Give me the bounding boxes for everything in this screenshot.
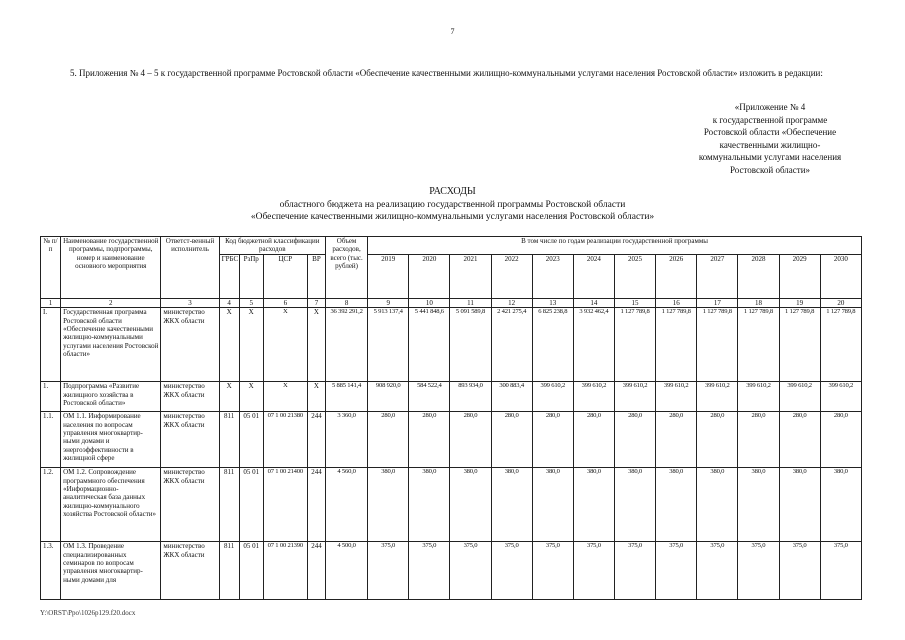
header-budget-codes: Код бюджетной классификации расходов <box>219 237 325 255</box>
header-year: 2023 <box>532 254 573 298</box>
row-year-value: 375,0 <box>697 542 738 600</box>
table-row <box>41 382 862 412</box>
title-line: «Обеспечение качественными жилищно-коммунальными услугами населения Ростовской области» <box>250 212 655 222</box>
row-year-value: 3 932 462,4 <box>573 308 614 382</box>
row-vr: 244 <box>307 468 325 542</box>
row-year-value: 280,0 <box>656 412 697 468</box>
annex-line: «Приложение № 4 <box>734 102 806 112</box>
row-year-value: 5 091 589,8 <box>450 308 491 382</box>
row-year-value: 380,0 <box>738 468 779 542</box>
annex-line: Ростовской области «Обеспечение <box>703 127 837 137</box>
row-year-value: 380,0 <box>491 468 532 542</box>
header-name: Наименование государственной программы, подпрограммы, номер и наименование основного мероприятия <box>61 237 161 299</box>
row-rzpr: 05 01 <box>239 542 263 600</box>
annex-line: коммунальными услугами населения <box>698 152 842 162</box>
row-year-value: 399 610,2 <box>532 382 573 412</box>
row-num: I. <box>41 308 61 382</box>
column-number: 9 <box>368 298 409 307</box>
header-year: 2025 <box>614 254 655 298</box>
row-grbs: X <box>219 308 239 382</box>
row-year-value: 1 127 789,8 <box>820 308 861 382</box>
column-number: 12 <box>491 298 532 307</box>
row-vr: 244 <box>307 412 325 468</box>
intro-paragraph: 5. Приложения № 4 – 5 к государственной программе Ростовской области «Обеспечение качественными жилищно-коммунальными услугами населения Ростовской области» изложить в редакции: <box>70 68 823 78</box>
row-year-value: 280,0 <box>573 412 614 468</box>
row-year-value: 380,0 <box>409 468 450 542</box>
row-year-value: 399 610,2 <box>738 382 779 412</box>
row-csr: 07 1 00 21390 <box>263 542 307 600</box>
row-year-value: 2 421 275,4 <box>491 308 532 382</box>
header-total: Объем расходов, всего (тыс. рублей) <box>326 237 368 299</box>
row-csr: 07 1 00 21380 <box>263 412 307 468</box>
row-year-value: 280,0 <box>532 412 573 468</box>
header-vr: ВР <box>307 254 325 298</box>
header-year: 2024 <box>573 254 614 298</box>
row-vr: 244 <box>307 542 325 600</box>
budget-table <box>40 236 862 600</box>
row-year-value: 375,0 <box>532 542 573 600</box>
row-num: 1. <box>41 382 61 412</box>
row-year-value: 399 610,2 <box>656 382 697 412</box>
row-year-value: 399 610,2 <box>779 382 820 412</box>
row-year-value: 5 913 137,4 <box>368 308 409 382</box>
column-number-row <box>41 298 862 307</box>
row-year-value: 893 934,0 <box>450 382 491 412</box>
column-number: 6 <box>263 298 307 307</box>
column-number: 1 <box>41 298 61 307</box>
row-vr: X <box>307 308 325 382</box>
row-total: 5 885 141,4 <box>326 382 368 412</box>
header-year: 2026 <box>656 254 697 298</box>
row-executor: министерство ЖКХ области <box>161 542 219 600</box>
table-row <box>41 412 862 468</box>
row-year-value: 380,0 <box>368 468 409 542</box>
row-rzpr: 05 01 <box>239 468 263 542</box>
column-number: 14 <box>573 298 614 307</box>
row-csr: X <box>263 382 307 412</box>
row-total: 36 392 291,2 <box>326 308 368 382</box>
row-executor: министерство ЖКХ области <box>161 468 219 542</box>
row-num: 1.1. <box>41 412 61 468</box>
row-year-value: 380,0 <box>532 468 573 542</box>
header-year: 2028 <box>738 254 779 298</box>
row-year-value: 1 127 789,8 <box>779 308 820 382</box>
header-csr: ЦСР <box>263 254 307 298</box>
row-name: ОМ 1.3. Проведение специализированных семинаров по вопросам управления многоквартир-ными домами для <box>61 542 161 600</box>
row-year-value: 375,0 <box>573 542 614 600</box>
row-name: Государственная программа Ростовской области «Обеспечение качественными жилищно-коммунальными услугами населения Ростовской области» <box>61 308 161 382</box>
row-year-value: 280,0 <box>409 412 450 468</box>
row-num: 1.2. <box>41 468 61 542</box>
row-year-value: 375,0 <box>820 542 861 600</box>
row-rzpr: X <box>239 308 263 382</box>
column-number: 17 <box>697 298 738 307</box>
row-year-value: 1 127 789,8 <box>738 308 779 382</box>
row-year-value: 280,0 <box>614 412 655 468</box>
row-name: ОМ 1.2. Сопровождение программного обеспечения «Информационно-аналитическая база данных жилищно-коммунального хозяйства Ростовской области» <box>61 468 161 542</box>
header-num: № п/п <box>41 237 61 299</box>
row-year-value: 380,0 <box>656 468 697 542</box>
row-vr: X <box>307 382 325 412</box>
row-grbs: 811 <box>219 412 239 468</box>
row-year-value: 908 920,0 <box>368 382 409 412</box>
row-year-value: 380,0 <box>450 468 491 542</box>
row-year-value: 380,0 <box>573 468 614 542</box>
row-year-value: 280,0 <box>779 412 820 468</box>
row-csr: X <box>263 308 307 382</box>
file-path-footer: Y:\ORST\Ppo\1026p129.f20.docx <box>40 609 136 617</box>
header-year: 2019 <box>368 254 409 298</box>
row-year-value: 380,0 <box>697 468 738 542</box>
header-year: 2020 <box>409 254 450 298</box>
row-year-value: 399 610,2 <box>573 382 614 412</box>
row-year-value: 584 522,4 <box>409 382 450 412</box>
row-year-value: 375,0 <box>779 542 820 600</box>
table-row <box>41 468 862 542</box>
row-total: 4 500,0 <box>326 542 368 600</box>
header-executor: Ответст-венный исполнитель <box>161 237 219 299</box>
title-line: РАСХОДЫ <box>429 186 476 197</box>
row-year-value: 375,0 <box>656 542 697 600</box>
row-csr: 07 1 00 21400 <box>263 468 307 542</box>
row-year-value: 399 610,2 <box>820 382 861 412</box>
row-year-value: 280,0 <box>697 412 738 468</box>
row-year-value: 399 610,2 <box>614 382 655 412</box>
row-num: 1.3. <box>41 542 61 600</box>
column-number: 7 <box>307 298 325 307</box>
document-title <box>0 186 905 224</box>
header-year: 2022 <box>491 254 532 298</box>
row-year-value: 375,0 <box>409 542 450 600</box>
header-grbs: ГРБС <box>219 254 239 298</box>
row-year-value: 375,0 <box>614 542 655 600</box>
row-year-value: 6 825 238,8 <box>532 308 573 382</box>
row-year-value: 1 127 789,8 <box>697 308 738 382</box>
column-number: 3 <box>161 298 219 307</box>
row-year-value: 5 441 848,6 <box>409 308 450 382</box>
column-number: 18 <box>738 298 779 307</box>
page-number: 7 <box>450 27 455 36</box>
table-row <box>41 542 862 600</box>
column-number: 13 <box>532 298 573 307</box>
annex-line: к государственной программе <box>712 114 828 125</box>
header-year: 2030 <box>820 254 861 298</box>
row-grbs: X <box>219 382 239 412</box>
row-year-value: 280,0 <box>450 412 491 468</box>
row-year-value: 280,0 <box>368 412 409 468</box>
column-number: 19 <box>779 298 820 307</box>
row-year-value: 375,0 <box>450 542 491 600</box>
header-year: 2029 <box>779 254 820 298</box>
column-number: 16 <box>656 298 697 307</box>
row-grbs: 811 <box>219 468 239 542</box>
column-number: 20 <box>820 298 861 307</box>
row-rzpr: 05 01 <box>239 412 263 468</box>
column-number: 5 <box>239 298 263 307</box>
header-by-years: В том числе по годам реализации государственной программы <box>368 237 862 255</box>
row-year-value: 380,0 <box>614 468 655 542</box>
row-year-value: 380,0 <box>779 468 820 542</box>
row-year-value: 1 127 789,8 <box>614 308 655 382</box>
row-grbs: 811 <box>219 542 239 600</box>
row-year-value: 280,0 <box>820 412 861 468</box>
column-number: 10 <box>409 298 450 307</box>
row-name: Подпрограмма «Развитие жилищного хозяйства в Ростовской области» <box>61 382 161 412</box>
column-number: 11 <box>450 298 491 307</box>
table-row <box>41 308 862 382</box>
header-year: 2027 <box>697 254 738 298</box>
column-number: 8 <box>326 298 368 307</box>
row-year-value: 375,0 <box>491 542 532 600</box>
row-rzpr: X <box>239 382 263 412</box>
row-year-value: 375,0 <box>368 542 409 600</box>
title-line: областного бюджета на реализацию государственной программы Ростовской области <box>279 199 626 210</box>
column-number: 4 <box>219 298 239 307</box>
row-name: ОМ 1.1. Информирование населения по вопросам управления многоквартир-ными домами и энергоэффективности в жилищной сфере <box>61 412 161 468</box>
row-total: 3 360,0 <box>326 412 368 468</box>
annex-line: Ростовской области» <box>729 164 811 175</box>
row-total: 4 560,0 <box>326 468 368 542</box>
header-rzpr: РзПр <box>239 254 263 298</box>
row-year-value: 1 127 789,8 <box>656 308 697 382</box>
header-year: 2021 <box>450 254 491 298</box>
row-executor: министерство ЖКХ области <box>161 412 219 468</box>
row-year-value: 375,0 <box>738 542 779 600</box>
row-year-value: 300 883,4 <box>491 382 532 412</box>
row-year-value: 380,0 <box>820 468 861 542</box>
row-year-value: 399 610,2 <box>697 382 738 412</box>
row-year-value: 280,0 <box>738 412 779 468</box>
annex-header <box>680 101 860 176</box>
column-number: 15 <box>614 298 655 307</box>
annex-line: качественными жилищно- <box>719 139 821 150</box>
row-year-value: 280,0 <box>491 412 532 468</box>
row-executor: министерство ЖКХ области <box>161 308 219 382</box>
column-number: 2 <box>61 298 161 307</box>
row-executor: министерство ЖКХ области <box>161 382 219 412</box>
